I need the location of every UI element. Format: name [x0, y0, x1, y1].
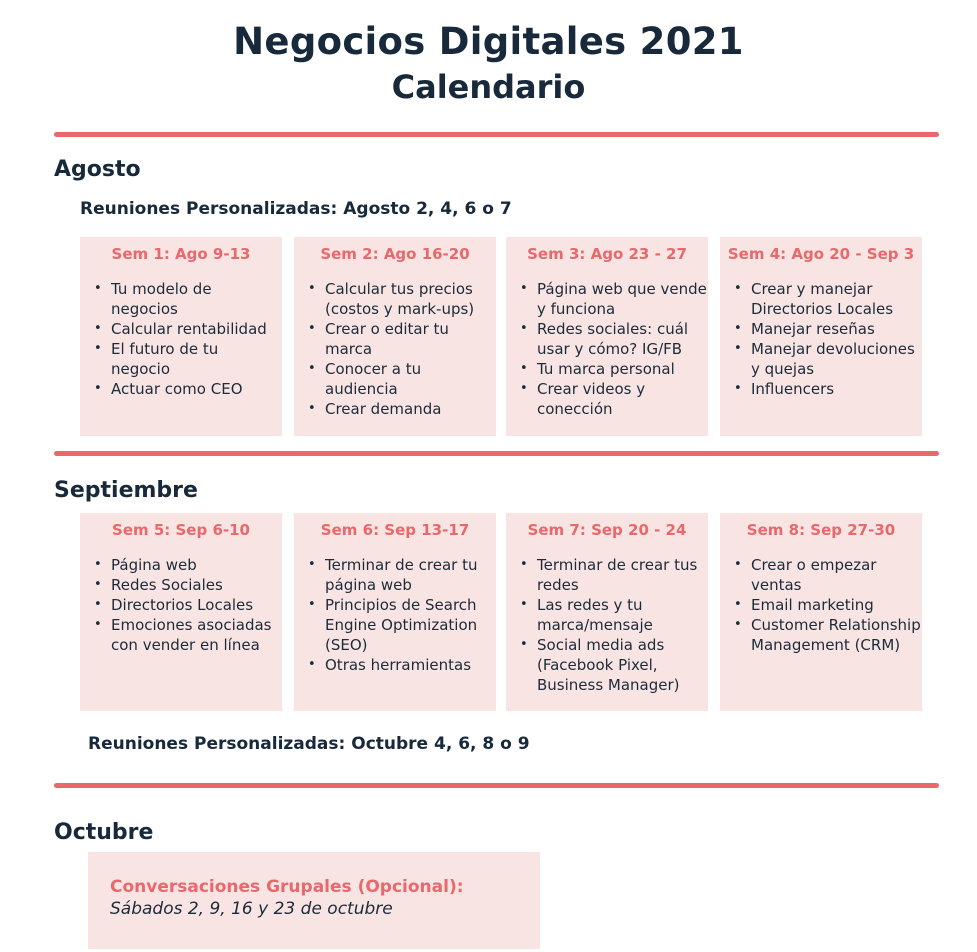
list-item: • Conocer a tu audiencia	[308, 359, 496, 399]
list-item: • Página web	[94, 555, 282, 575]
month-heading-agosto: Agosto	[54, 157, 141, 182]
list-item: • Las redes y tu marca/mensaje	[520, 595, 708, 635]
week-topic-list	[80, 279, 282, 399]
divider	[54, 132, 939, 137]
list-item: • Terminar de crear tu página web	[308, 555, 496, 595]
week-card-7	[506, 513, 708, 711]
meetings-octubre: Reuniones Personalizadas: Octubre 4, 6, 8 o 9	[88, 734, 530, 754]
week-card-8	[720, 513, 922, 711]
week-card-title: Sem 3: Ago 23 - 27	[527, 245, 687, 263]
week-topic-list	[294, 279, 496, 419]
list-item: • Manejar devoluciones y quejas	[734, 339, 922, 379]
week-card-2	[294, 237, 496, 436]
list-item: • Crear y manejar Directorios Locales	[734, 279, 922, 319]
week-card-title: Sem 8: Sep 27-30	[746, 521, 896, 539]
week-topic-list	[720, 555, 922, 655]
list-item: • El futuro de tu negocio	[94, 339, 282, 379]
list-item: • Emociones asociadas con vender en línea	[94, 615, 282, 655]
week-topic-list	[294, 555, 496, 675]
list-item: • Tu modelo de negocios	[94, 279, 282, 319]
week-topic-list	[506, 555, 708, 695]
week-topic-list	[80, 555, 282, 655]
list-item: • Manejar reseñas	[734, 319, 922, 339]
page-subtitle: Calendario	[391, 68, 586, 106]
list-item: • Influencers	[734, 379, 922, 399]
week-card-title: Sem 5: Sep 6-10	[112, 521, 250, 539]
week-topic-list	[720, 279, 922, 399]
week-card-title: Sem 2: Ago 16-20	[320, 245, 470, 263]
list-item: • Actuar como CEO	[94, 379, 282, 399]
group-conversations-title: Conversaciones Grupales (Opcional):	[110, 877, 464, 897]
week-topic-list	[506, 279, 708, 419]
list-item: • Página web que vende y funciona	[520, 279, 708, 319]
page-title: Negocios Digitales 2021	[233, 20, 744, 63]
list-item: • Tu marca personal	[520, 359, 708, 379]
week-card-title: Sem 6: Sep 13-17	[320, 521, 470, 539]
month-heading-octubre: Octubre	[54, 820, 154, 845]
list-item: • Redes sociales: cuál usar y cómo? IG/FB	[520, 319, 708, 359]
divider	[54, 783, 939, 788]
list-item: • Calcular tus precios (costos y mark-ups)	[308, 279, 496, 319]
week-card-3	[506, 237, 708, 436]
list-item: • Directorios Locales	[94, 595, 282, 615]
list-item: • Otras herramientas	[308, 655, 496, 675]
group-conversations-card	[88, 852, 540, 949]
week-card-5	[80, 513, 282, 711]
month-heading-septiembre: Septiembre	[54, 478, 198, 503]
list-item: • Social media ads (Facebook Pixel, Business Manager)	[520, 635, 708, 695]
week-card-title: Sem 1: Ago 9-13	[111, 245, 251, 263]
list-item: • Crear o empezar ventas	[734, 555, 922, 595]
group-conversations-dates: Sábados 2, 9, 16 y 23 de octubre	[110, 899, 393, 919]
list-item: • Principios de Search Engine Optimization (SEO)	[308, 595, 496, 655]
week-card-title: Sem 7: Sep 20 - 24	[527, 521, 687, 539]
list-item: • Crear o editar tu marca	[308, 319, 496, 359]
week-card-6	[294, 513, 496, 711]
list-item: • Crear videos y conección	[520, 379, 708, 419]
divider	[54, 451, 939, 456]
list-item: • Calcular rentabilidad	[94, 319, 282, 339]
week-card-4	[720, 237, 922, 436]
week-card-1	[80, 237, 282, 436]
week-card-title: Sem 4: Ago 20 - Sep 3	[727, 245, 915, 263]
list-item: • Redes Sociales	[94, 575, 282, 595]
list-item: • Crear demanda	[308, 399, 496, 419]
list-item: • Customer Relationship Management (CRM)	[734, 615, 922, 655]
list-item: • Email marketing	[734, 595, 922, 615]
list-item: • Terminar de crear tus redes	[520, 555, 708, 595]
meetings-agosto: Reuniones Personalizadas: Agosto 2, 4, 6 o 7	[80, 199, 512, 219]
